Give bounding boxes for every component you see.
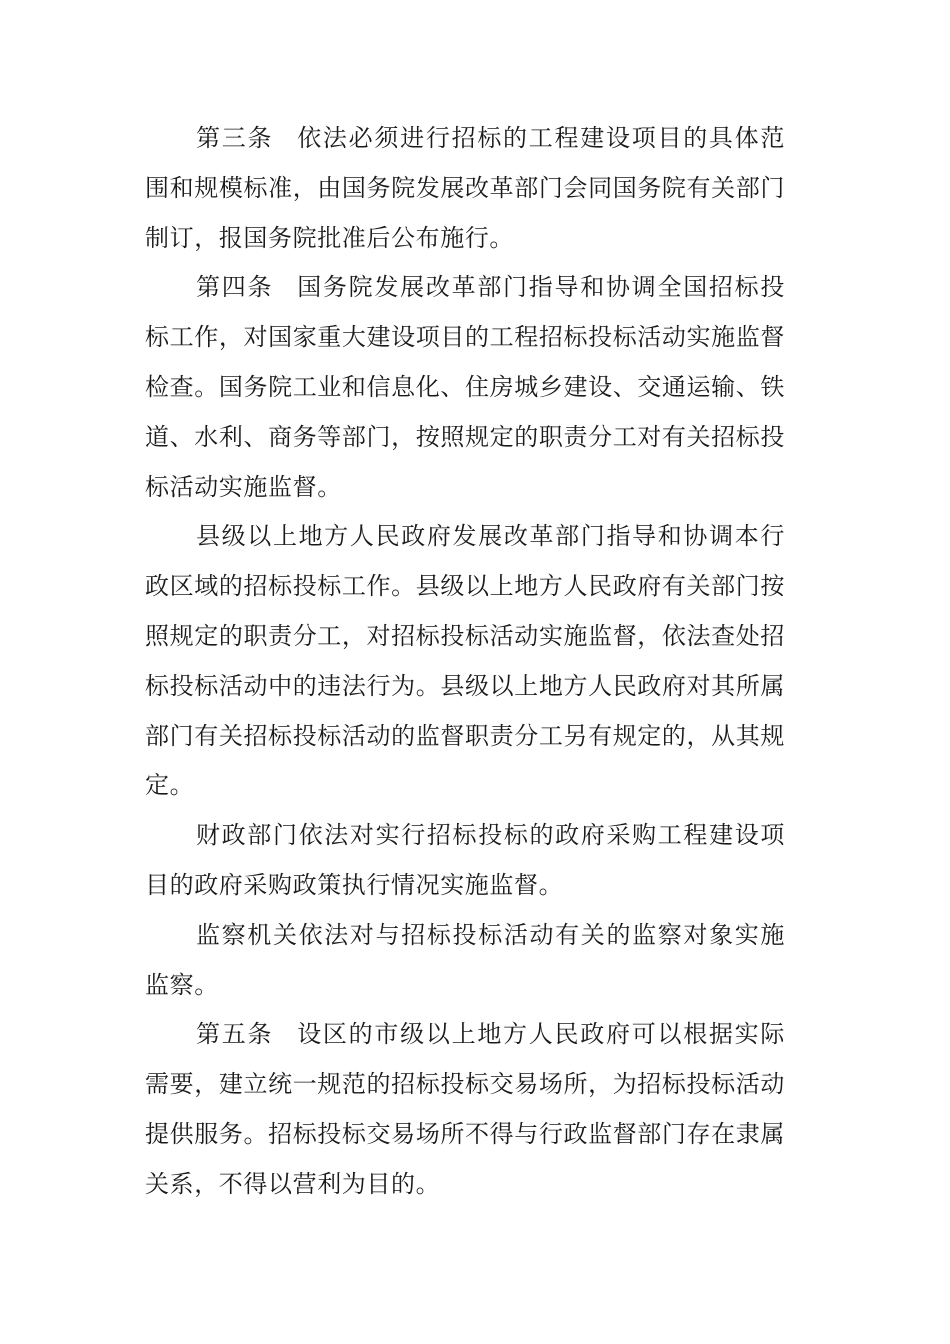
article-5-paragraph [145, 1010, 785, 1209]
article-4-text: 国务院发展改革部门指导和协调全国招标投标工作，对国家重大建设项目的工程招标投标活动实施监督检查。国务院工业和信息化、住房城乡建设、交通运输、铁道、水利、商务等部门，按照规定的职责分工对有关招标投标活动实施监督。 [145, 273, 785, 501]
article-3-paragraph [145, 114, 785, 263]
article-3-heading: 第三条 [196, 124, 274, 152]
article-4-heading: 第四条 [196, 273, 274, 302]
article-5-heading: 第五条 [196, 1020, 274, 1049]
article-4-paragraph [145, 263, 785, 512]
article-4-clause-4: 监察机关依法对与招标投标活动有关的监察对象实施监察。 [145, 920, 785, 999]
document-body [145, 114, 785, 1210]
article-4-clause-3: 财政部门依法对实行招标投标的政府采购工程建设项目的政府采购政策执行情况实施监督。 [145, 821, 785, 899]
article-3-text: 依法必须进行招标的工程建设项目的具体范围和规模标准，由国务院发展改革部门会同国务院有关部门制订，报国务院批准后公布施行。 [145, 124, 785, 252]
article-5-text: 设区的市级以上地方人民政府可以根据实际需要，建立统一规范的招标投标交易场所，为招标投标活动提供服务。招标投标交易场所不得与行政监督部门存在隶属关系，不得以营利为目的。 [145, 1020, 785, 1198]
article-4-clause-2: 县级以上地方人民政府发展改革部门指导和协调本行政区域的招标投标工作。县级以上地方人民政府有关部门按照规定的职责分工，对招标投标活动实施监督，依法查处招标投标活动中的违法行为。县级以上地方人民政府对其所属部门有关招标投标活动的监督职责分工另有规定的，从其规定。 [145, 522, 785, 800]
